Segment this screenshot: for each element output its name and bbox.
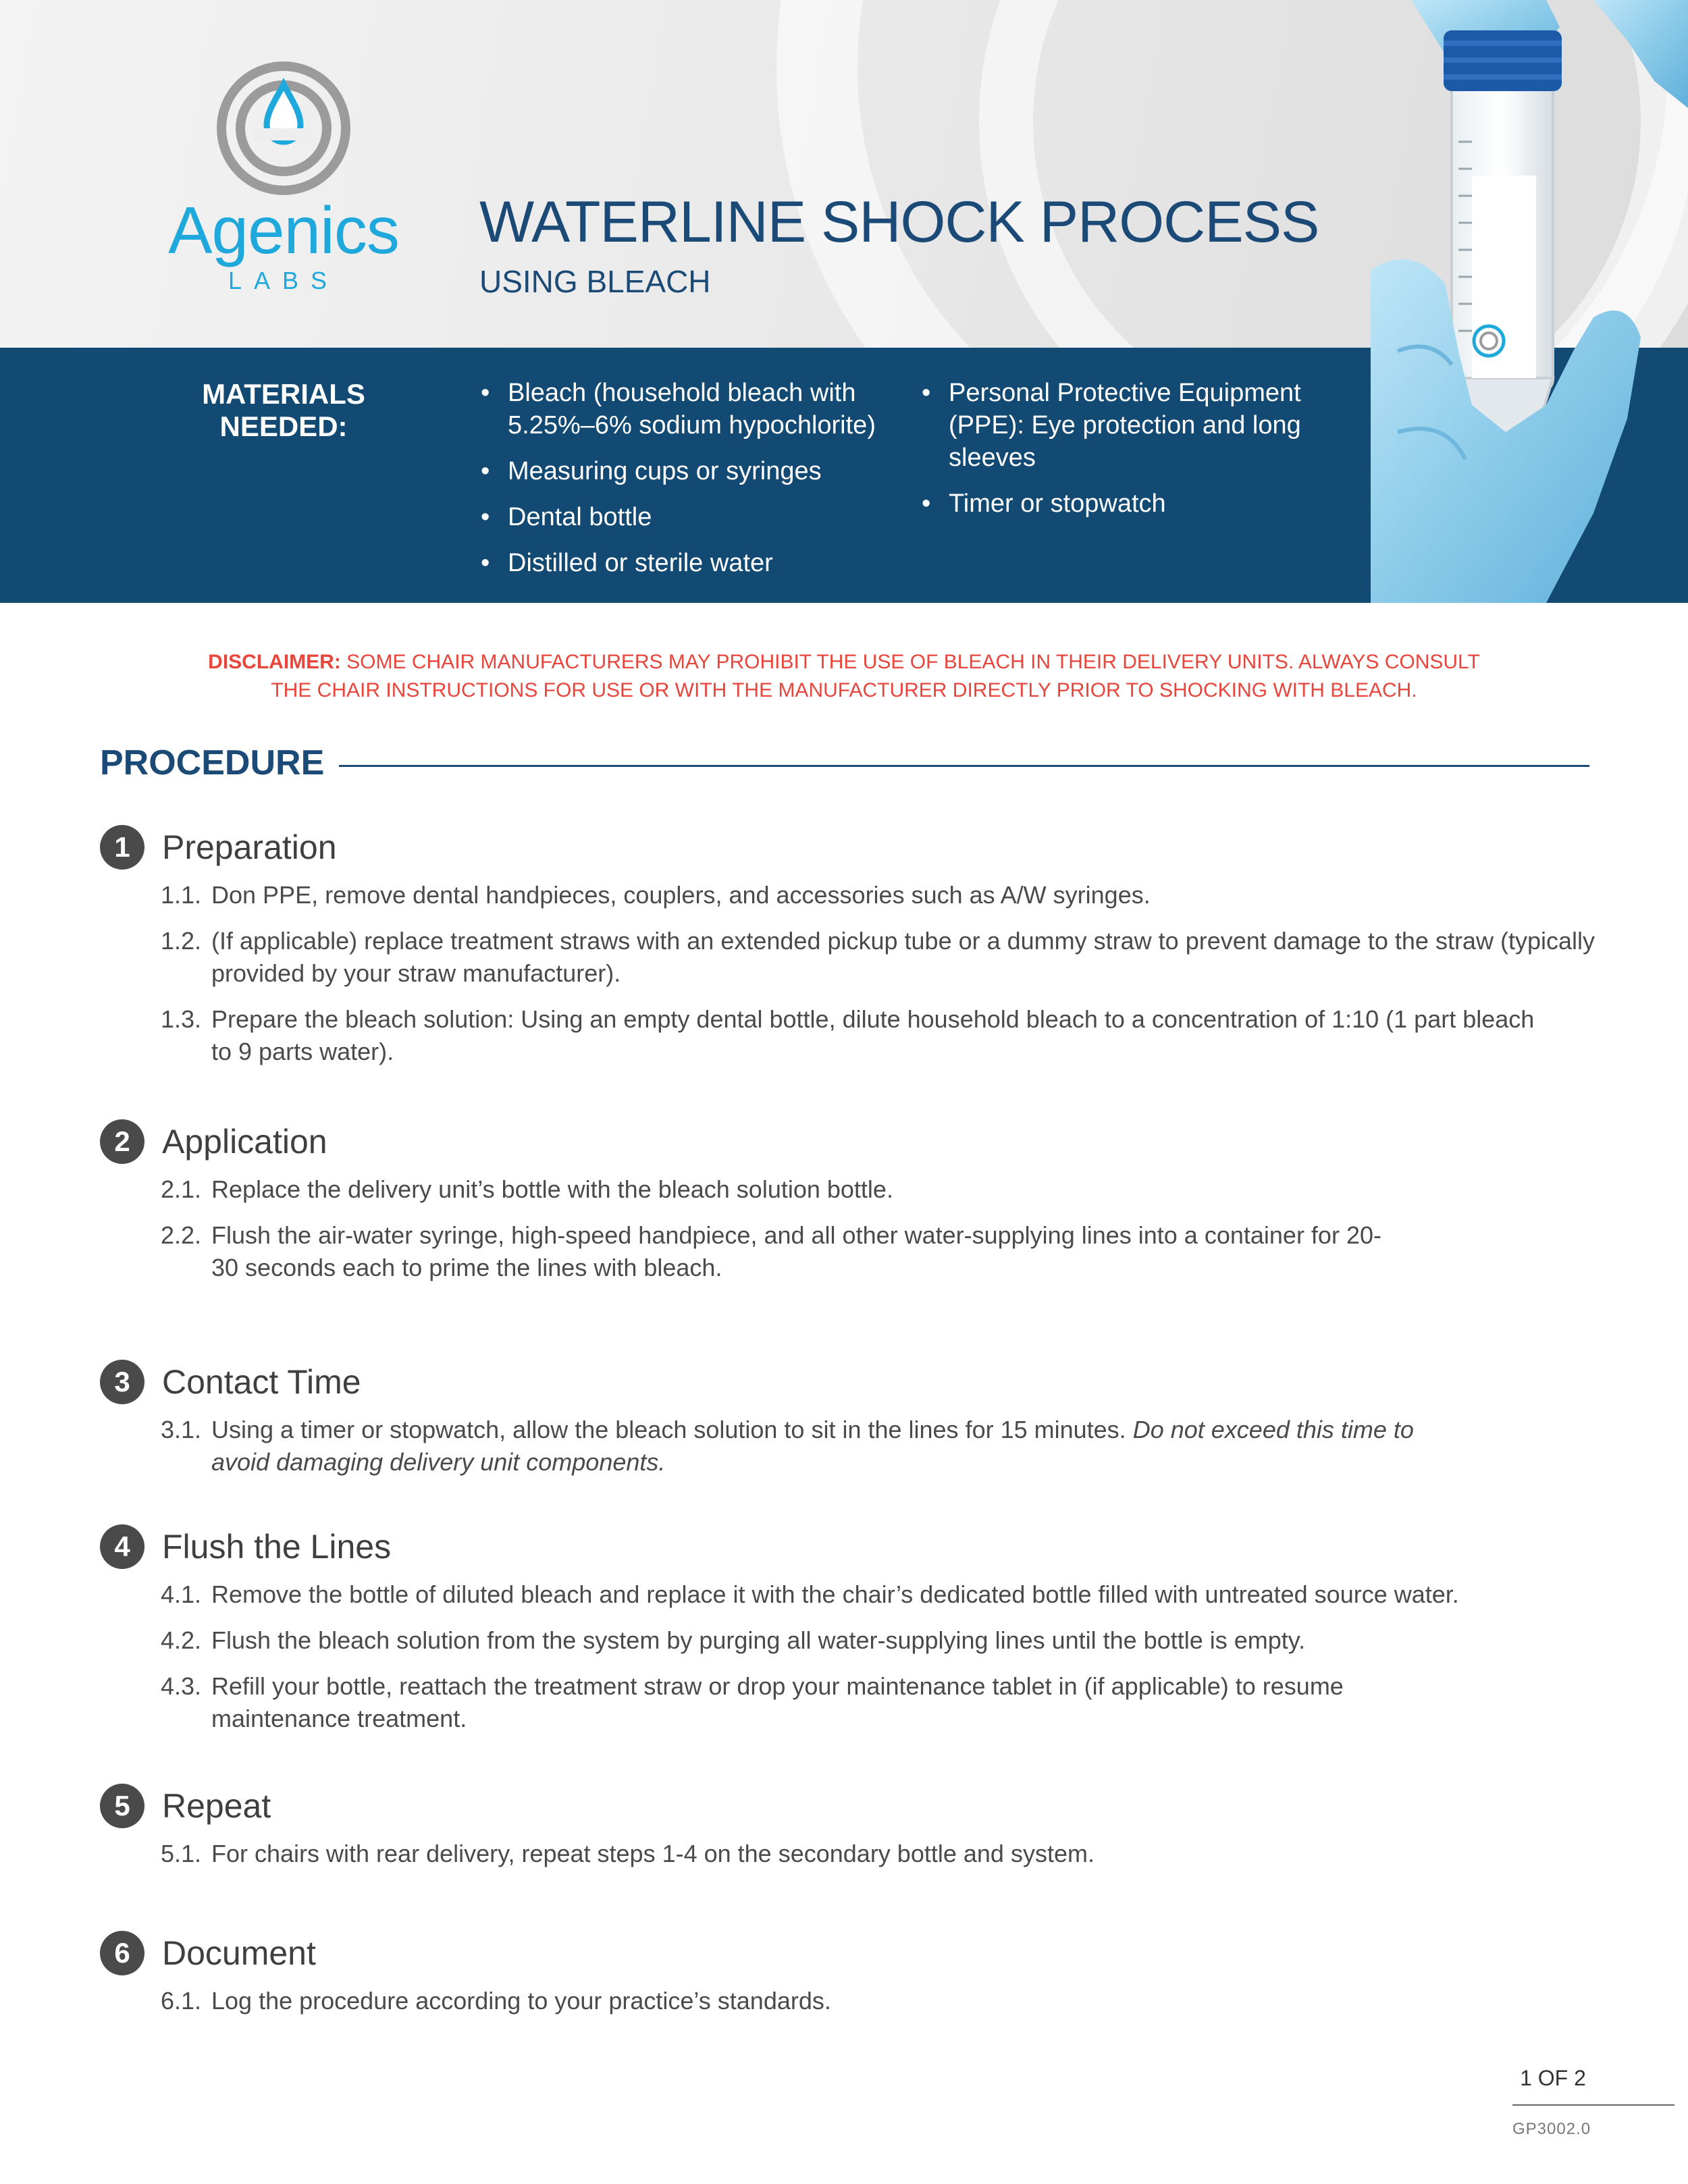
material-item: • Personal Protective Equipment (PPE): Eye protection and long sleeves: [922, 377, 1340, 474]
material-item: • Distilled or sterile water: [481, 547, 899, 579]
step-item: 1.2. (If applicable) replace treatment straws with an extended pickup tube or a dummy straw to prevent damage to the straw (typically provided by your straw manufacturer).: [161, 927, 1595, 987]
section-contact-time: [100, 1360, 1427, 1492]
page-number: 1 OF 2: [1520, 2066, 1586, 2090]
brand-subname: LABS: [228, 267, 340, 294]
agenics-logo: [155, 57, 412, 300]
section-application: [100, 1119, 1595, 1298]
section-preparation: [100, 825, 1595, 1082]
step-item: 4.2. Flush the bleach solution from the system by purging all water-supplying lines until the bottle is empty.: [161, 1626, 1306, 1654]
material-item: • Bleach (household bleach with 5.25%–6% sodium hypochlorite): [481, 377, 899, 442]
step-number-badge: 5: [100, 1784, 144, 1828]
step-number-badge: 1: [100, 825, 144, 870]
section-title: Document: [162, 1934, 316, 1972]
procedure-heading: PROCEDURE: [100, 743, 325, 782]
disclaimer: [101, 648, 1587, 705]
page-title: WATERLINE SHOCK PROCESS: [479, 190, 1319, 255]
step-number-badge: 4: [100, 1524, 144, 1569]
section-title: Contact Time: [162, 1363, 361, 1401]
material-item: • Timer or stopwatch: [922, 487, 1340, 520]
disclaimer-line-2: THE CHAIR INSTRUCTIONS FOR USE OR WITH THE MANUFACTURER DIRECTLY PRIOR TO SHOCKING WITH BLEACH.: [271, 679, 1417, 701]
materials-list-2: [922, 377, 1340, 533]
step-item: 4.3. Refill your bottle, reattach the treatment straw or drop your maintenance tablet in (if applicable) to resume maintenance treatment.: [161, 1672, 1344, 1732]
step-item: 2.1. Replace the delivery unit’s bottle with the bleach solution bottle.: [161, 1175, 893, 1203]
water-drop-logo-icon: [213, 57, 354, 199]
section-document: [100, 1931, 1595, 2031]
step-item: 3.1. Using a timer or stopwatch, allow the bleach solution to sit in the lines for 15 minutes. Do not exceed this time to avoid damaging delivery unit components.: [161, 1416, 1414, 1476]
section-flush-the-lines: [100, 1524, 1595, 1749]
section-title: Preparation: [162, 828, 337, 866]
materials-list-1: [481, 377, 899, 593]
section-title: Repeat: [162, 1787, 271, 1825]
section-title: Flush the Lines: [162, 1528, 392, 1566]
step-item: 4.1. Remove the bottle of diluted bleach and replace it with the chair’s dedicated bottle filled with untreated source water.: [161, 1580, 1459, 1608]
step-item: 2.2. Flush the air-water syringe, high-speed handpiece, and all other water-supplying lines into a container for 20-30 seconds each to prime the lines with bleach.: [161, 1221, 1381, 1281]
disclaimer-line-1: SOME CHAIR MANUFACTURERS MAY PROHIBIT THE USE OF BLEACH IN THEIR DELIVERY UNITS. ALWAYS CONSULT: [346, 651, 1480, 673]
hand-tube-illustration: [1371, 0, 1688, 603]
disclaimer-label: DISCLAIMER:: [208, 651, 341, 673]
step-item: 6.1. Log the procedure according to your practice’s standards.: [161, 1987, 831, 2015]
step-number-badge: 2: [100, 1119, 144, 1164]
gloved-hand-tube-image: [1371, 0, 1688, 603]
footer-divider: [1512, 2104, 1674, 2106]
section-repeat: [100, 1784, 1595, 1884]
procedure-divider: [339, 765, 1589, 767]
step-item: 1.1. Don PPE, remove dental handpieces, couplers, and accessories such as A/W syringes.: [161, 881, 1151, 909]
step-warning: Do not exceed this time to avoid damaging delivery unit components.: [211, 1416, 1414, 1476]
step-number-badge: 3: [100, 1360, 144, 1404]
step-item: 5.1. For chairs with rear delivery, repeat steps 1-4 on the secondary bottle and system.: [161, 1840, 1094, 1867]
brand-name: Agenics: [168, 193, 399, 267]
material-item: • Measuring cups or syringes: [481, 455, 899, 487]
material-item: • Dental bottle: [481, 501, 899, 533]
materials-label: MATERIALS NEEDED:: [202, 378, 365, 442]
step-item: 1.3. Prepare the bleach solution: Using an empty dental bottle, dilute household bleach to a concentration of 1:10 (1 part bleach to 9 parts water).: [161, 1005, 1535, 1065]
step-number-badge: 6: [100, 1931, 144, 1975]
page-subtitle: USING BLEACH: [479, 264, 711, 299]
document-code: GP3002.0: [1512, 2120, 1591, 2138]
section-title: Application: [162, 1123, 327, 1161]
